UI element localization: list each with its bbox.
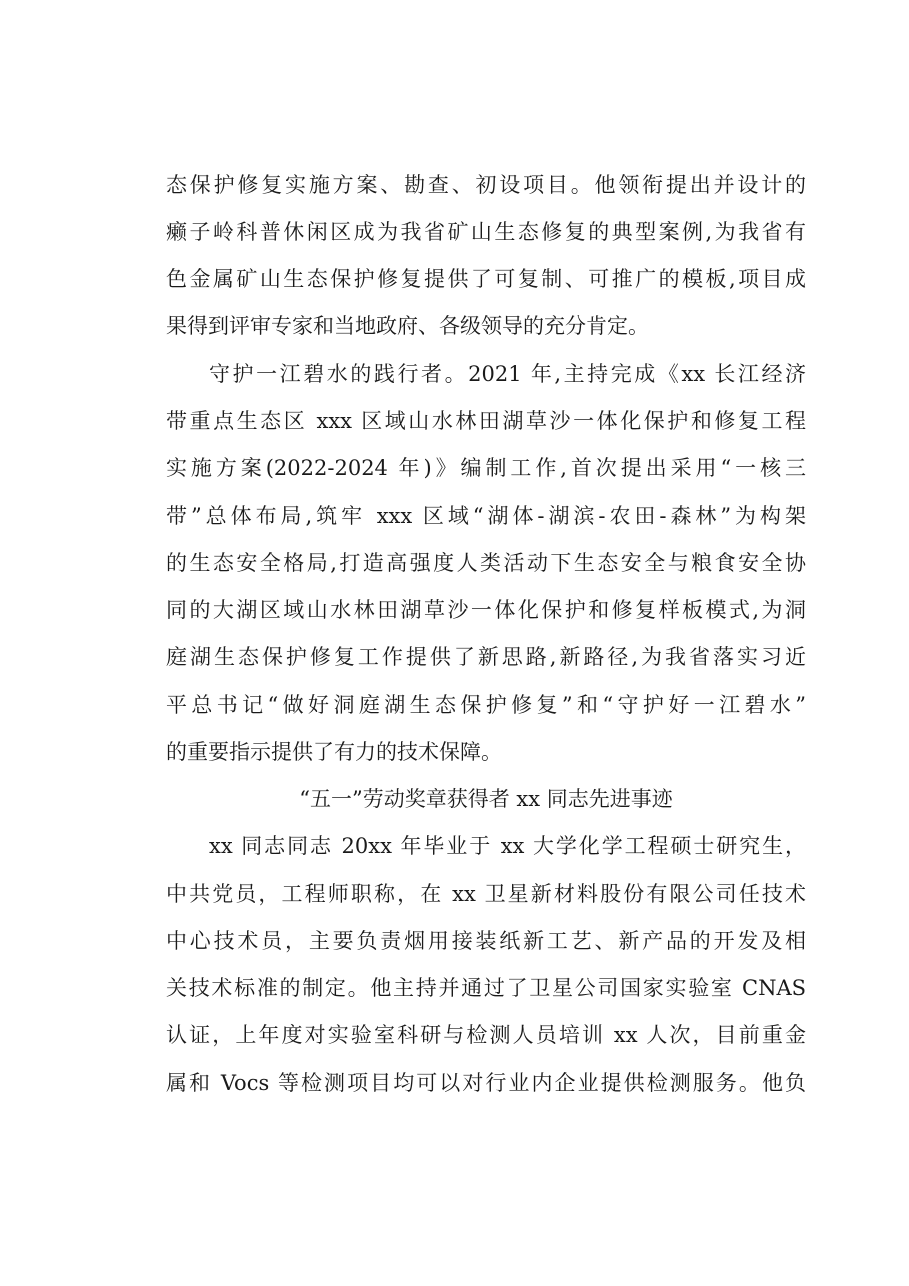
paragraph-2-line-7: 庭湖生态保护修复工作提供了新思路,新路径,为我省落实习近: [166, 645, 806, 669]
paragraph-2-line-8: 平总书记“做好洞庭湖生态保护修复”和“守护好一江碧水”: [166, 693, 806, 717]
paragraph-3-line-3: 中心技术员，主要负责烟用接装纸新工艺、新产品的开发及相: [166, 929, 806, 953]
paragraph-2-line-6: 同的大湖区域山水林田湖草沙一体化保护和修复样板模式,为洞: [166, 598, 806, 622]
section-heading: “五一”劳动奖章获得者 xx 同志先进事迹: [299, 787, 673, 811]
paragraph-2-line-5: 的生态安全格局,打造高强度人类活动下生态安全与粮食安全协: [166, 551, 806, 575]
paragraph-3-line-1: xx 同志同志 20xx 年毕业于 xx 大学化学工程硕士研究生，: [209, 834, 806, 858]
paragraph-1-line-2: 癞子岭科普休闲区成为我省矿山生态修复的典型案例,为我省有: [166, 220, 806, 244]
paragraph-3-line-4: 关技术标准的制定。他主持并通过了卫星公司国家实验室 CNAS: [166, 976, 806, 1000]
paragraph-3-line-2: 中共党员，工程师职称，在 xx 卫星新材料股份有限公司任技术: [166, 882, 806, 906]
paragraph-3-line-6: 属和 Vocs 等检测项目均可以对行业内企业提供检测服务。他负: [166, 1071, 806, 1095]
paragraph-1-line-4: 果得到评审专家和当地政府、各级领导的充分肯定。: [166, 314, 649, 338]
paragraph-2-line-4: 带”总体布局,筑牢 xxx 区域“湖体-湖滨-农田-森林”为构架: [166, 504, 806, 528]
paragraph-2-line-9: 的重要指示提供了有力的技术保障。: [166, 740, 502, 764]
paragraph-1-line-3: 色金属矿山生态保护修复提供了可复制、可推广的模板,项目成: [166, 267, 806, 291]
paragraph-2-line-1: 守护一江碧水的践行者。2021 年,主持完成《xx 长江经济: [209, 362, 806, 386]
paragraph-2-line-3: 实施方案(2022-2024 年)》编制工作,首次提出采用“一核三: [166, 456, 806, 480]
paragraph-3-line-5: 认证，上年度对实验室科研与检测人员培训 xx 人次，目前重金: [166, 1023, 806, 1047]
paragraph-1-line-1: 态保护修复实施方案、勘查、初设项目。他领衔提出并设计的: [166, 173, 806, 197]
paragraph-2-line-2: 带重点生态区 xxx 区域山水林田湖草沙一体化保护和修复工程: [166, 409, 806, 433]
